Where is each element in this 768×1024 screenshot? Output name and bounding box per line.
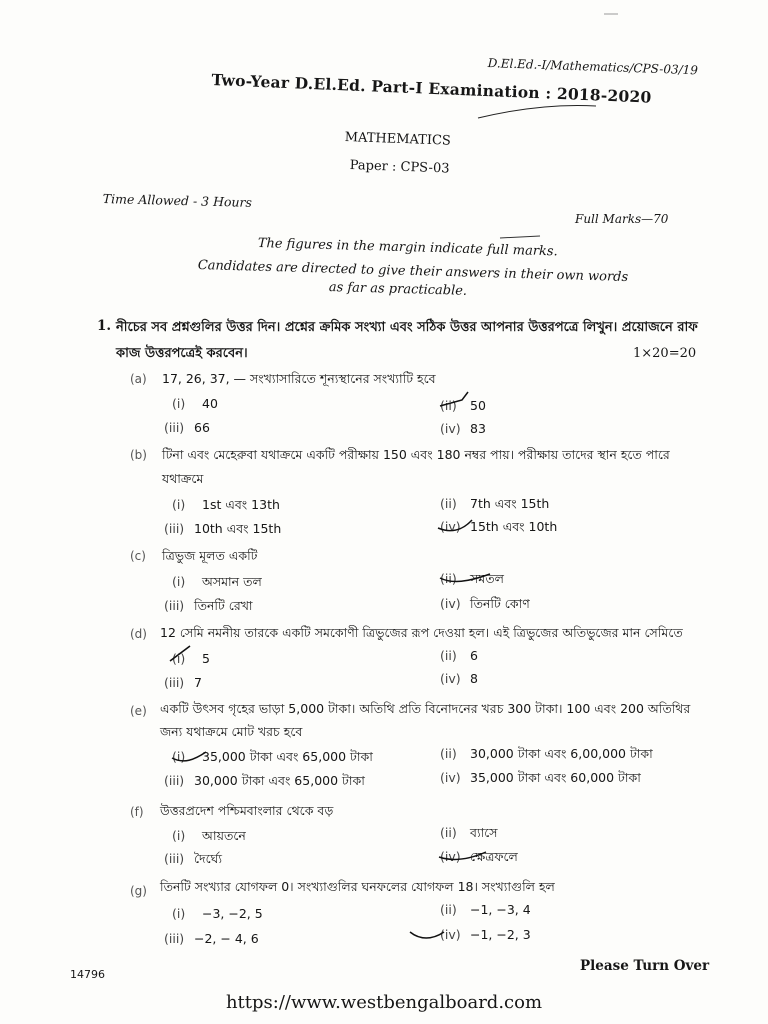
subject-title: MATHEMATICS [344, 130, 452, 149]
item-stem: 12 সেমি নমনীয় তারকে একটি সমকোণী ত্রিভুজের রূপ দেওয়া হল। এই ত্রিভুজের অতিভুজের মান সেমিতে [160, 625, 683, 640]
full-marks: Full Marks—70 [575, 212, 669, 226]
option: (i) অসমান তল [172, 574, 262, 589]
please-turn-over: Please Turn Over [580, 958, 710, 974]
option: (i) 40 [172, 396, 218, 411]
option: (iv) 83 [440, 421, 486, 436]
option: (ii) −1, −3, 4 [440, 902, 531, 917]
item-letter: (g) [130, 884, 147, 898]
item-letter: (f) [130, 805, 144, 819]
website-watermark[interactable]: https://www.westbengalboard.com [225, 992, 543, 1013]
item-stem: ত্রিভুজ মূলত একটি [162, 548, 258, 563]
option: (i) −3, −2, 5 [172, 906, 263, 921]
item-stem: 17, 26, 37, — সংখ্যাসারিতে শূন্যস্থানের সংখ্যাটি হবে [162, 371, 436, 386]
instruction-line: as far as practicable. [328, 280, 468, 299]
item-letter: (e) [130, 704, 147, 718]
question-marks: 1×20=20 [633, 346, 697, 361]
option: (iii) 7 [164, 675, 202, 690]
item-letter: (d) [130, 627, 147, 641]
item-stem: তিনটি সংখ্যার যোগফল 0। সংখ্যাগুলির ঘনফলের যোগফল 18। সংখ্যাগুলি হল [160, 879, 555, 894]
instruction-line: The figures in the margin indicate full marks. [257, 236, 558, 260]
option: (iv) ক্ষেত্রফলে [440, 849, 518, 864]
question-text: কাজ উত্তরপত্রেই করবেন। [116, 346, 248, 361]
option: (i) 1st এবং 13th [172, 497, 280, 512]
option: (i) 35,000 টাকা এবং 65,000 টাকা [172, 749, 373, 764]
option: (ii) সমতল [440, 571, 504, 586]
item-stem: উত্তরপ্রদেশ পশ্চিমবাংলার থেকে বড় [160, 803, 334, 818]
option: (iv) 35,000 টাকা এবং 60,000 টাকা [440, 770, 641, 785]
item-stem: যথাক্রমে [162, 471, 204, 486]
item-letter: (a) [130, 372, 147, 386]
option: (ii) 7th এবং 15th [440, 496, 550, 511]
option: (iii) 30,000 টাকা এবং 65,000 টাকা [164, 773, 365, 788]
paper-label: Paper : CPS-03 [349, 158, 450, 177]
item-stem: একটি উৎসব গৃহের ভাড়া 5,000 টাকা। অতিথি প্রতি বিনোদনের খরচ 300 টাকা। 100 এবং 200 অতিথির [160, 701, 691, 716]
option: (iii) 10th এবং 15th [164, 521, 282, 536]
question-text: নীচের সব প্রশ্নগুলির উত্তর দিন। প্রশ্নের ক্রমিক সংখ্যা এবং সঠিক উত্তর আপনার উত্তরপত্রে লিখুন। প্রয়োজনে রাফ [116, 320, 698, 335]
paper-code: D.El.Ed.-I/Mathematics/CPS-03/19 [487, 56, 699, 78]
option: (iii) তিনটি রেখা [164, 598, 253, 613]
footer-code: 14796 [70, 968, 105, 981]
option: (iv) −1, −2, 3 [440, 927, 531, 942]
option: (ii) 6 [440, 648, 478, 663]
option: (i) 5 [172, 651, 210, 666]
option: (iii) 66 [164, 420, 210, 435]
option: (iv) তিনটি কোণ [440, 596, 530, 611]
time-allowed: Time Allowed - 3 Hours [102, 191, 253, 210]
item-stem: জন্য যথাক্রমে মোট খরচ হবে [160, 724, 303, 739]
exam-title: Two-Year D.El.Ed. Part-I Examination : 2018-2020 [211, 70, 652, 107]
option: (iii) −2, − 4, 6 [164, 931, 259, 946]
option: (iv) 8 [440, 671, 478, 686]
option: (ii) 30,000 টাকা এবং 6,00,000 টাকা [440, 746, 653, 761]
instruction-line: Candidates are directed to give their answers in their own words [197, 258, 629, 286]
item-letter: (c) [130, 549, 146, 563]
item-stem: টিনা এবং মেহেরুবা যথাক্রমে একটি পরীক্ষায় 150 এবং 180 নম্বর পায়। পরীক্ষায় তাদের স্থান হতে পারে [162, 447, 670, 462]
option: (iv) 15th এবং 10th [440, 519, 558, 534]
option: (ii) 50 [440, 398, 486, 413]
question-number: 1. [97, 318, 112, 334]
option: (i) আয়তনে [172, 828, 246, 843]
option: (iii) দৈর্ঘ্যে [164, 851, 222, 866]
item-letter: (b) [130, 448, 147, 462]
option: (ii) ব্যাসে [440, 825, 498, 840]
